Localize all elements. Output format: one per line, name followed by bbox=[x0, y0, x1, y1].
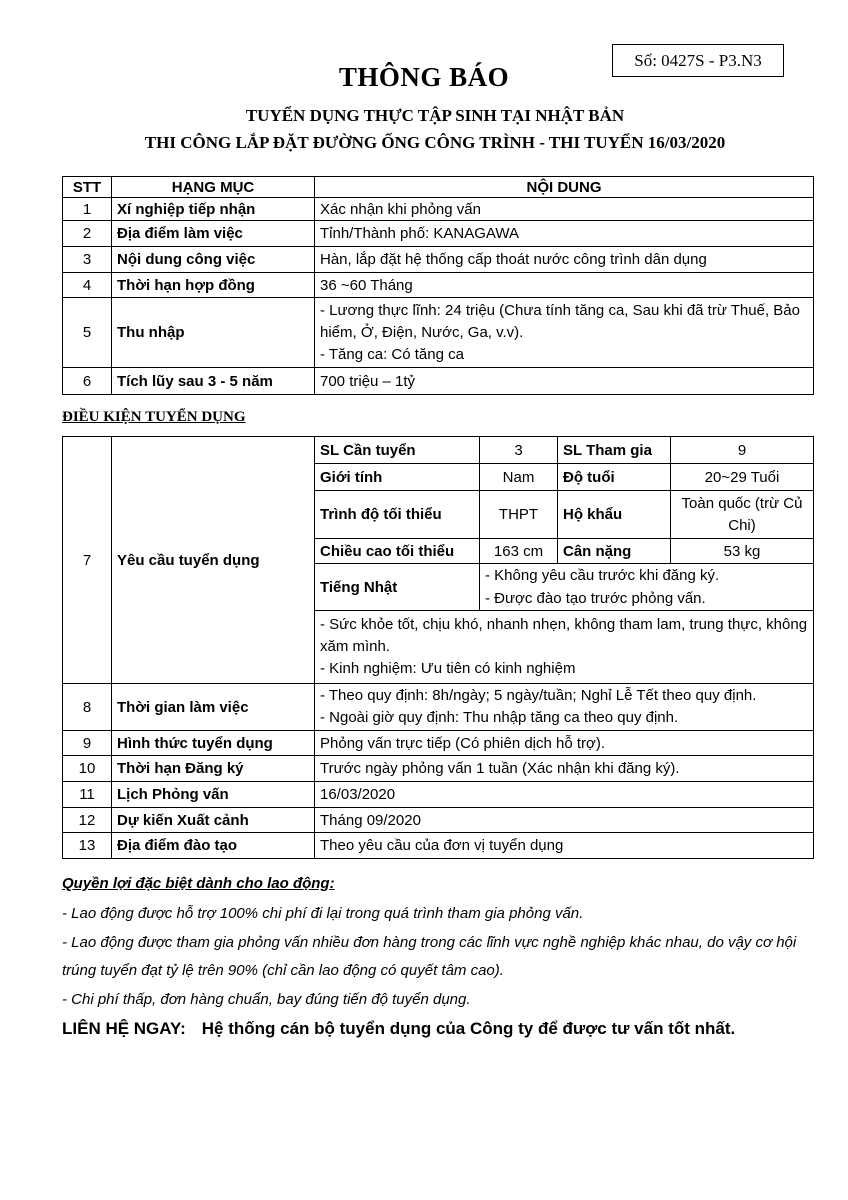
table-row bbox=[63, 247, 814, 273]
row-stt: 3 bbox=[63, 247, 112, 273]
requirement-line: - Sức khỏe tốt, chịu khó, nhanh nhẹn, không tham lam, trung thực, không xăm mình. bbox=[320, 616, 808, 655]
education-value: THPT bbox=[480, 491, 558, 539]
row-content: Tỉnh/Thành phố: KANAGAWA bbox=[315, 221, 814, 247]
table-row bbox=[63, 833, 814, 859]
quota-label: SL Cần tuyển bbox=[315, 437, 480, 464]
header-stt: STT bbox=[63, 177, 112, 198]
row-content: 36 ~60 Tháng bbox=[315, 273, 814, 298]
residence-label: Hộ khẩu bbox=[558, 491, 671, 539]
table-row bbox=[63, 756, 814, 782]
japanese-label: Tiếng Nhật bbox=[315, 564, 480, 611]
residence-value: Toàn quốc (trừ Củ Chi) bbox=[671, 491, 814, 539]
row-stt: 7 bbox=[63, 437, 112, 684]
benefits-title: Quyền lợi đặc biệt dành cho lao động: bbox=[62, 875, 335, 892]
row-content: Xác nhận khi phỏng vấn bbox=[315, 198, 814, 221]
table-header-row bbox=[63, 177, 814, 198]
benefit-item: - Lao động được hỗ trợ 100% chi phí đi lại trong quá trình tham gia phỏng vấn. bbox=[62, 905, 584, 922]
table-row bbox=[63, 684, 814, 731]
income-line: - Lương thực lĩnh: 24 triệu (Chưa tính tăng ca, Sau khi đã trừ Thuế, Bảo hiểm, Ở, Điện, Nước, Ga, v.v). bbox=[320, 301, 800, 341]
gender-label: Giới tính bbox=[315, 464, 480, 491]
row-content: Tháng 09/2020 bbox=[315, 808, 814, 833]
table-row bbox=[63, 731, 814, 756]
overtime-line: - Tăng ca: Có tăng ca bbox=[320, 345, 464, 363]
requirement-line: - Kinh nghiệm: Ưu tiên có kinh nghiệm bbox=[320, 660, 576, 677]
row-stt: 9 bbox=[63, 731, 112, 756]
conditions-table bbox=[62, 436, 814, 859]
row-item: Thời hạn hợp đồng bbox=[112, 273, 315, 298]
row-stt: 4 bbox=[63, 273, 112, 298]
row-item: Thu nhập bbox=[112, 298, 315, 368]
table-row bbox=[63, 198, 814, 221]
quota-value: 3 bbox=[480, 437, 558, 464]
subtitle-line-1: TUYỂN DỤNG THỰC TẬP SINH TẠI NHẬT BẢN bbox=[245, 106, 625, 125]
row-stt: 2 bbox=[63, 221, 112, 247]
row-item: Địa điểm đào tạo bbox=[112, 833, 315, 859]
work-time-line: - Theo quy định: 8h/ngày; 5 ngày/tuần; Nghỉ Lễ Tết theo quy định. bbox=[320, 687, 757, 704]
conditions-heading: ĐIỀU KIỆN TUYỂN DỤNG bbox=[62, 409, 246, 425]
row-stt: 8 bbox=[63, 684, 112, 731]
work-time-line: - Ngoài giờ quy định: Thu nhập tăng ca theo quy định. bbox=[320, 709, 679, 726]
row-stt: 5 bbox=[63, 298, 112, 368]
height-label: Chiều cao tối thiểu bbox=[315, 539, 480, 564]
row-item: Thời gian làm việc bbox=[112, 684, 315, 731]
row-content bbox=[315, 298, 814, 368]
row-item: Hình thức tuyển dụng bbox=[112, 731, 315, 756]
benefit-item: - Chi phí thấp, đơn hàng chuẩn, bay đúng tiến độ tuyển dụng. bbox=[62, 991, 471, 1008]
row-content: Phỏng vấn trực tiếp (Có phiên dịch hỗ trợ). bbox=[315, 731, 814, 756]
row-stt: 11 bbox=[63, 782, 112, 808]
weight-label: Cân nặng bbox=[558, 539, 671, 564]
header-content: NỘI DUNG bbox=[315, 177, 814, 198]
subtitle-line-2: THI CÔNG LẮP ĐẶT ĐƯỜNG ỐNG CÔNG TRÌNH - THI TUYỂN 16/03/2020 bbox=[144, 133, 726, 152]
row-item: Yêu cầu tuyển dụng bbox=[112, 437, 315, 684]
row-stt: 1 bbox=[63, 198, 112, 221]
age-label: Độ tuổi bbox=[558, 464, 671, 491]
table-row bbox=[63, 437, 814, 464]
row-item: Nội dung công việc bbox=[112, 247, 315, 273]
participants-value: 9 bbox=[671, 437, 814, 464]
benefit-item: - Lao động được tham gia phỏng vấn nhiều đơn hàng trong các lĩnh vực nghề nghiệp khác nhau, do vậy cơ hội trúng tuyển đạt tỷ lệ trên 90% (chỉ cần lao động có quyết tâm cao). bbox=[62, 934, 797, 979]
contact-label: LIÊN HỆ NGAY: bbox=[62, 1019, 186, 1038]
table-row bbox=[63, 368, 814, 395]
row-content: 700 triệu – 1tỷ bbox=[315, 368, 814, 395]
weight-value: 53 kg bbox=[671, 539, 814, 564]
row-stt: 13 bbox=[63, 833, 112, 859]
age-value: 20~29 Tuổi bbox=[671, 464, 814, 491]
contact-line bbox=[62, 1019, 735, 1039]
page-title: THÔNG BÁO bbox=[338, 62, 510, 92]
contact-text: Hệ thống cán bộ tuyển dụng của Công ty để được tư vấn tốt nhất. bbox=[201, 1019, 736, 1038]
table-row bbox=[63, 221, 814, 247]
header-item: HẠNG MỤC bbox=[112, 177, 315, 198]
job-info-table bbox=[62, 176, 814, 395]
row-item: Địa điểm làm việc bbox=[112, 221, 315, 247]
row-item: Lịch Phỏng vấn bbox=[112, 782, 315, 808]
row-stt: 10 bbox=[63, 756, 112, 782]
participants-label: SL Tham gia bbox=[558, 437, 671, 464]
table-row bbox=[63, 782, 814, 808]
document-number: Số: 0427S - P3.N3 bbox=[612, 44, 784, 77]
japanese-line: - Không yêu cầu trước khi đăng ký. bbox=[480, 564, 814, 587]
row-stt: 6 bbox=[63, 368, 112, 395]
table-row bbox=[63, 273, 814, 298]
other-requirements bbox=[315, 611, 814, 684]
row-item: Xí nghiệp tiếp nhận bbox=[112, 198, 315, 221]
height-value: 163 cm bbox=[480, 539, 558, 564]
row-item: Dự kiến Xuất cảnh bbox=[112, 808, 315, 833]
table-row bbox=[63, 298, 814, 368]
row-item: Thời hạn Đăng ký bbox=[112, 756, 315, 782]
row-content: Trước ngày phỏng vấn 1 tuần (Xác nhận khi đăng ký). bbox=[315, 756, 814, 782]
row-stt: 12 bbox=[63, 808, 112, 833]
row-content: Theo yêu cầu của đơn vị tuyển dụng bbox=[315, 833, 814, 859]
gender-value: Nam bbox=[480, 464, 558, 491]
row-content: Hàn, lắp đặt hệ thống cấp thoát nước công trình dân dụng bbox=[315, 247, 814, 273]
japanese-line: - Được đào tạo trước phỏng vấn. bbox=[480, 587, 814, 611]
table-row bbox=[63, 808, 814, 833]
row-item: Tích lũy sau 3 - 5 năm bbox=[112, 368, 315, 395]
row-content bbox=[315, 684, 814, 731]
row-content: 16/03/2020 bbox=[315, 782, 814, 808]
education-label: Trình độ tối thiểu bbox=[315, 491, 480, 539]
